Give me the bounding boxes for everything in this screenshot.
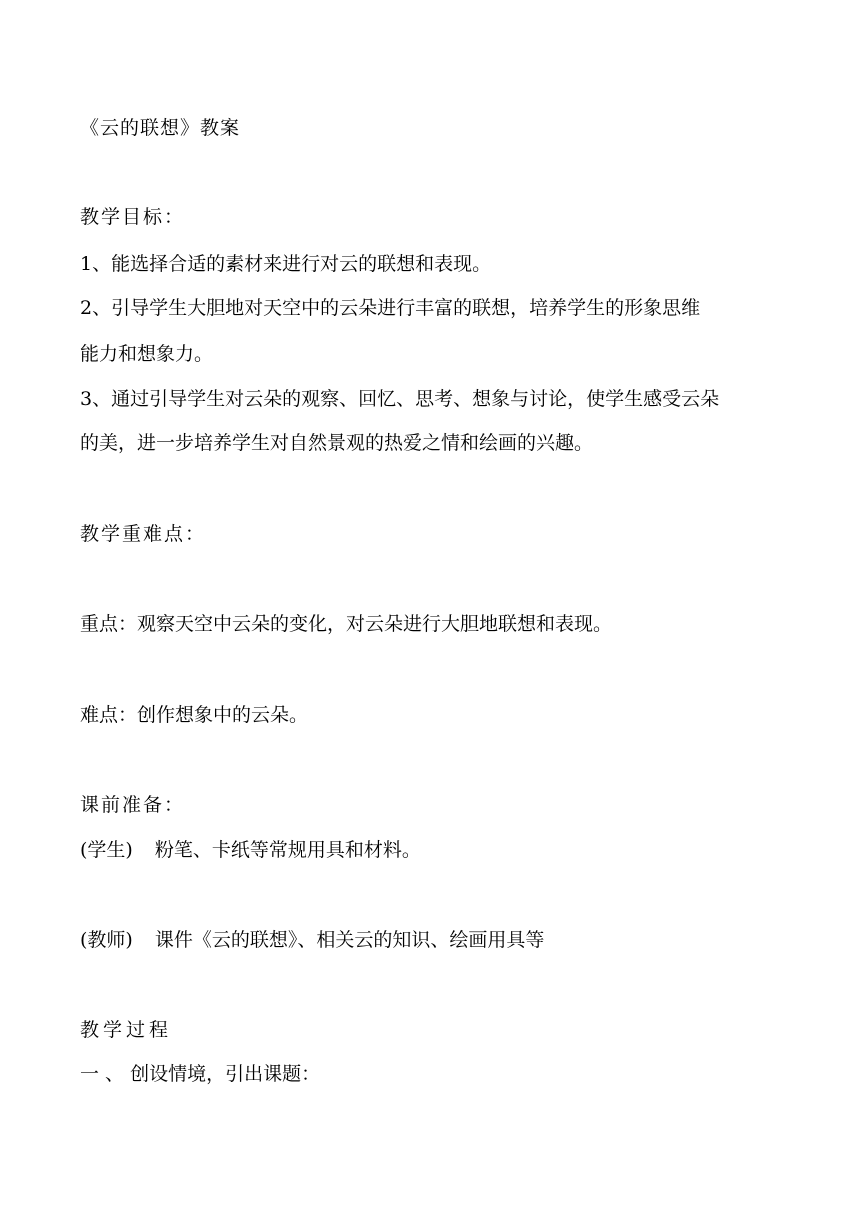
- objective-item-3-line-1: 3、通过引导学生对云朵的观察、回忆、思考、想象与讨论，使学生感受云朵: [80, 388, 720, 410]
- student-label: (学生): [80, 839, 133, 861]
- preparation-heading: 课前准备：: [80, 794, 186, 816]
- objective-item-3-line-2: 的美，进一步培养学生对自然景观的热爱之情和绘画的兴趣。: [80, 432, 594, 454]
- student-materials: 粉笔、卡纸等常规用具和材料。: [154, 839, 421, 861]
- preparation-student: [80, 838, 421, 862]
- objective-item-1: 1、能选择合适的素材来进行对云的联想和表现。: [80, 253, 492, 275]
- key-point: 重点：观察天空中云朵的变化，对云朵进行大胆地联想和表现。: [80, 613, 613, 635]
- process-heading: 教学过程: [80, 1019, 173, 1041]
- key-points-heading: 教学重难点：: [80, 523, 207, 545]
- preparation-teacher: [80, 928, 544, 952]
- objectives-heading: 教学目标：: [80, 206, 186, 228]
- objective-item-2-line-1: 2、引导学生大胆地对天空中的云朵进行丰富的联想，培养学生的形象思维: [80, 297, 701, 319]
- objective-item-2-line-2: 能力和想象力。: [80, 343, 214, 365]
- process-step-1: 一 、 创设情境，引出课题：: [80, 1063, 321, 1085]
- teacher-materials: 课件《云的联想》、相关云的知识、绘画用具等: [154, 929, 545, 951]
- document-title: 《云的联想》教案: [80, 117, 241, 139]
- difficult-point: 难点：创作想象中的云朵。: [80, 704, 309, 726]
- teacher-label: (教师): [80, 929, 133, 951]
